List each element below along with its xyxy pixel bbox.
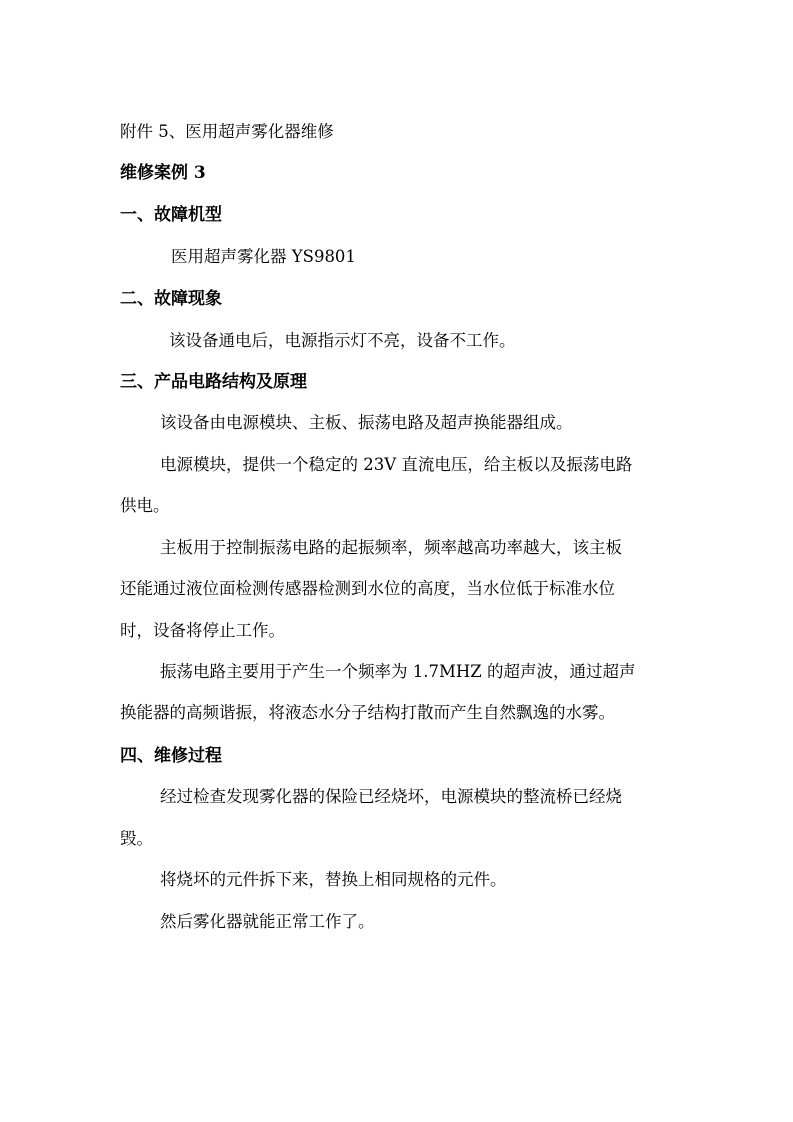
- paragraph-line: 供电。: [120, 496, 170, 515]
- section-heading-circuit-principle: 三、产品电路结构及原理: [120, 372, 307, 392]
- paragraph-line: 将烧坏的元件拆下来，替换上相同规格的元件。: [160, 870, 507, 889]
- paragraph-line: 该设备由电源模块、主板、振荡电路及超声换能器组成。: [160, 413, 573, 432]
- paragraph-line: 主板用于控制振荡电路的起振频率，频率越高功率越大，该主板: [160, 538, 622, 557]
- paragraph-line: 还能通过液位面检测传感器检测到水位的高度，当水位低于标准水位: [120, 579, 615, 598]
- paragraph-line: 换能器的高频谐振，将液态水分子结构打散而产生自然飘逸的水雾。: [120, 703, 615, 722]
- paragraph-line: 毁。: [120, 829, 153, 848]
- fault-symptom-text: 该设备通电后，电源指示灯不亮，设备不工作。: [169, 331, 516, 350]
- paragraph-line: 经过检查发现雾化器的保险已经烧坏，电源模块的整流桥已经烧: [160, 787, 622, 806]
- section-heading-repair-process: 四、维修过程: [120, 746, 222, 766]
- case-title: 维修案例 3: [120, 163, 206, 183]
- paragraph-line: 时，设备将停止工作。: [120, 621, 285, 640]
- section-heading-fault-model: 一、故障机型: [120, 205, 222, 225]
- paragraph-line: 然后雾化器就能正常工作了。: [160, 912, 375, 931]
- paragraph-line: 振荡电路主要用于产生一个频率为 1.7MHZ 的超声波，通过超声: [160, 662, 636, 681]
- fault-model-text: 医用超声雾化器 YS9801: [171, 247, 356, 266]
- paragraph-line: 电源模块，提供一个稳定的 23V 直流电压，给主板以及振荡电路: [160, 455, 633, 474]
- section-heading-fault-symptom: 二、故障现象: [120, 289, 222, 309]
- attachment-title: 附件 5、医用超声雾化器维修: [120, 122, 334, 141]
